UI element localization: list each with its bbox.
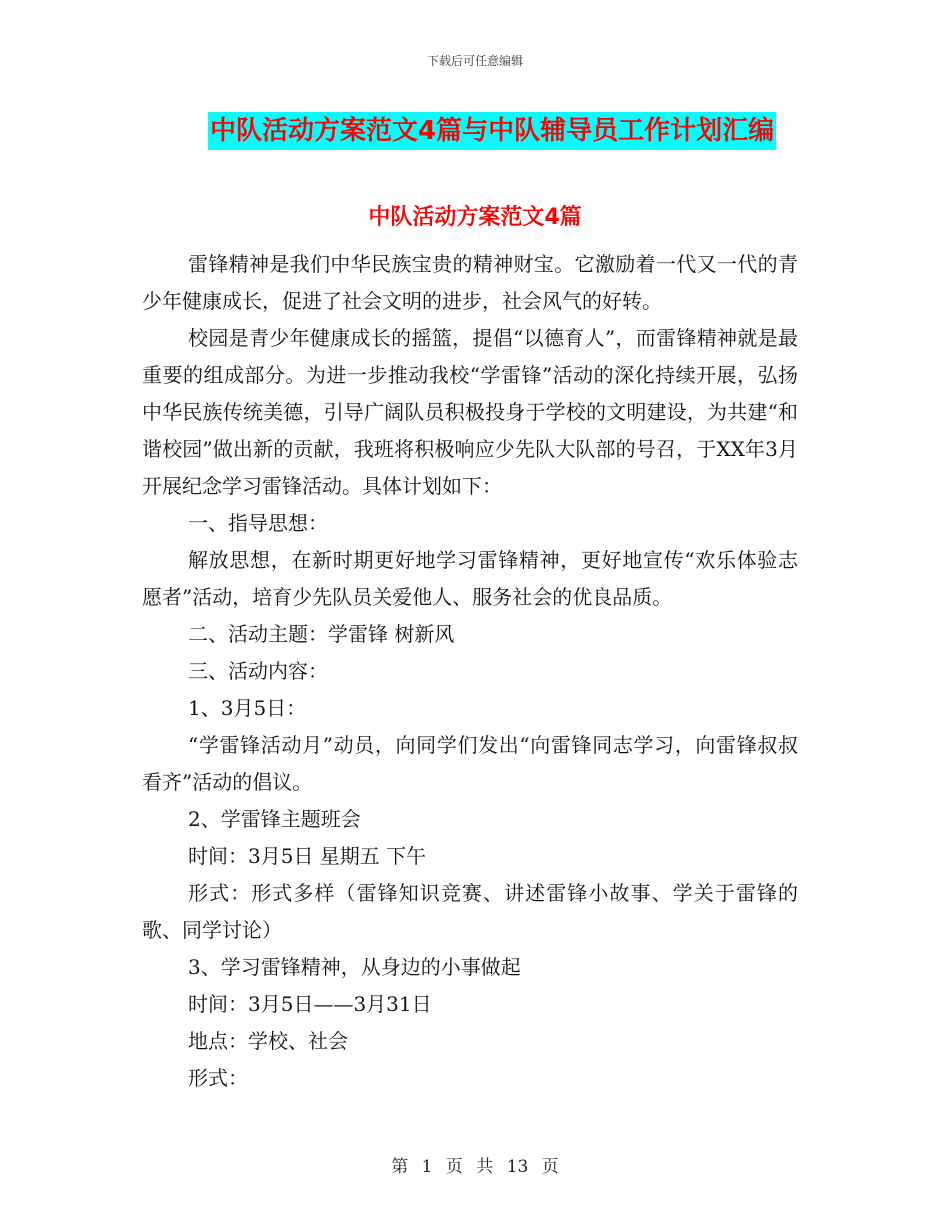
document-title: 中队活动方案范文4篇与中队辅导员工作计划汇编 — [208, 112, 776, 150]
item-2-form: 形式：形式多样（雷锋知识竞赛、讲述雷锋小故事、学关于雷锋的歌、同学讨论） — [142, 881, 798, 942]
page-footer: 第 1 页 共 13 页 — [391, 1157, 559, 1177]
item-3-location: 地点：学校、社会 — [188, 1029, 348, 1053]
item-2-title: 2、学雷锋主题班会 — [188, 807, 361, 831]
document-body — [142, 246, 798, 1097]
item-2-time: 时间：3月5日 星期五 下午 — [188, 844, 427, 868]
item-3-time: 时间：3月5日——3月31日 — [188, 992, 432, 1016]
paragraph-campus: 校园是青少年健康成长的摇篮，提倡“以德育人”，而雷锋精神就是最重要的组成部分。为进一步推动我校“学雷锋”活动的深化持续开展，弘扬中华民族传统美德，引导广阔队员积极投身于学校的文明建设，为共建“和谐校园”做出新的贡献，我班将积极响应少先队大队部的号召，于XX年3月开展纪念学习雷锋活动。具体计划如下： — [142, 326, 798, 498]
heading-activity-theme: 二、活动主题：学雷锋 树新风 — [188, 622, 455, 646]
heading-activity-content: 三、活动内容： — [188, 659, 328, 683]
section-title: 中队活动方案范文4篇 — [368, 205, 582, 230]
item-3-title: 3、学习雷锋精神，从身边的小事做起 — [188, 955, 521, 979]
paragraph-guiding-thought: 解放思想，在新时期更好地学习雷锋精神，更好地宣传“欢乐体验志愿者”活动，培育少先队员关爱他人、服务社会的优良品质。 — [142, 548, 798, 609]
item-3-form: 形式： — [188, 1066, 248, 1090]
item-1-description: “学雷锋活动月”动员，向同学们发出“向雷锋同志学习，向雷锋叔叔看齐”活动的倡议。 — [142, 733, 798, 794]
paragraph-intro: 雷锋精神是我们中华民族宝贵的精神财宝。它激励着一代又一代的青少年健康成长，促进了社会文明的进步，社会风气的好转。 — [142, 252, 798, 313]
item-1-date: 1、3月5日： — [188, 696, 307, 720]
header-note: 下载后可任意编辑 — [426, 54, 523, 68]
heading-guiding-thought: 一、指导思想： — [188, 511, 328, 535]
